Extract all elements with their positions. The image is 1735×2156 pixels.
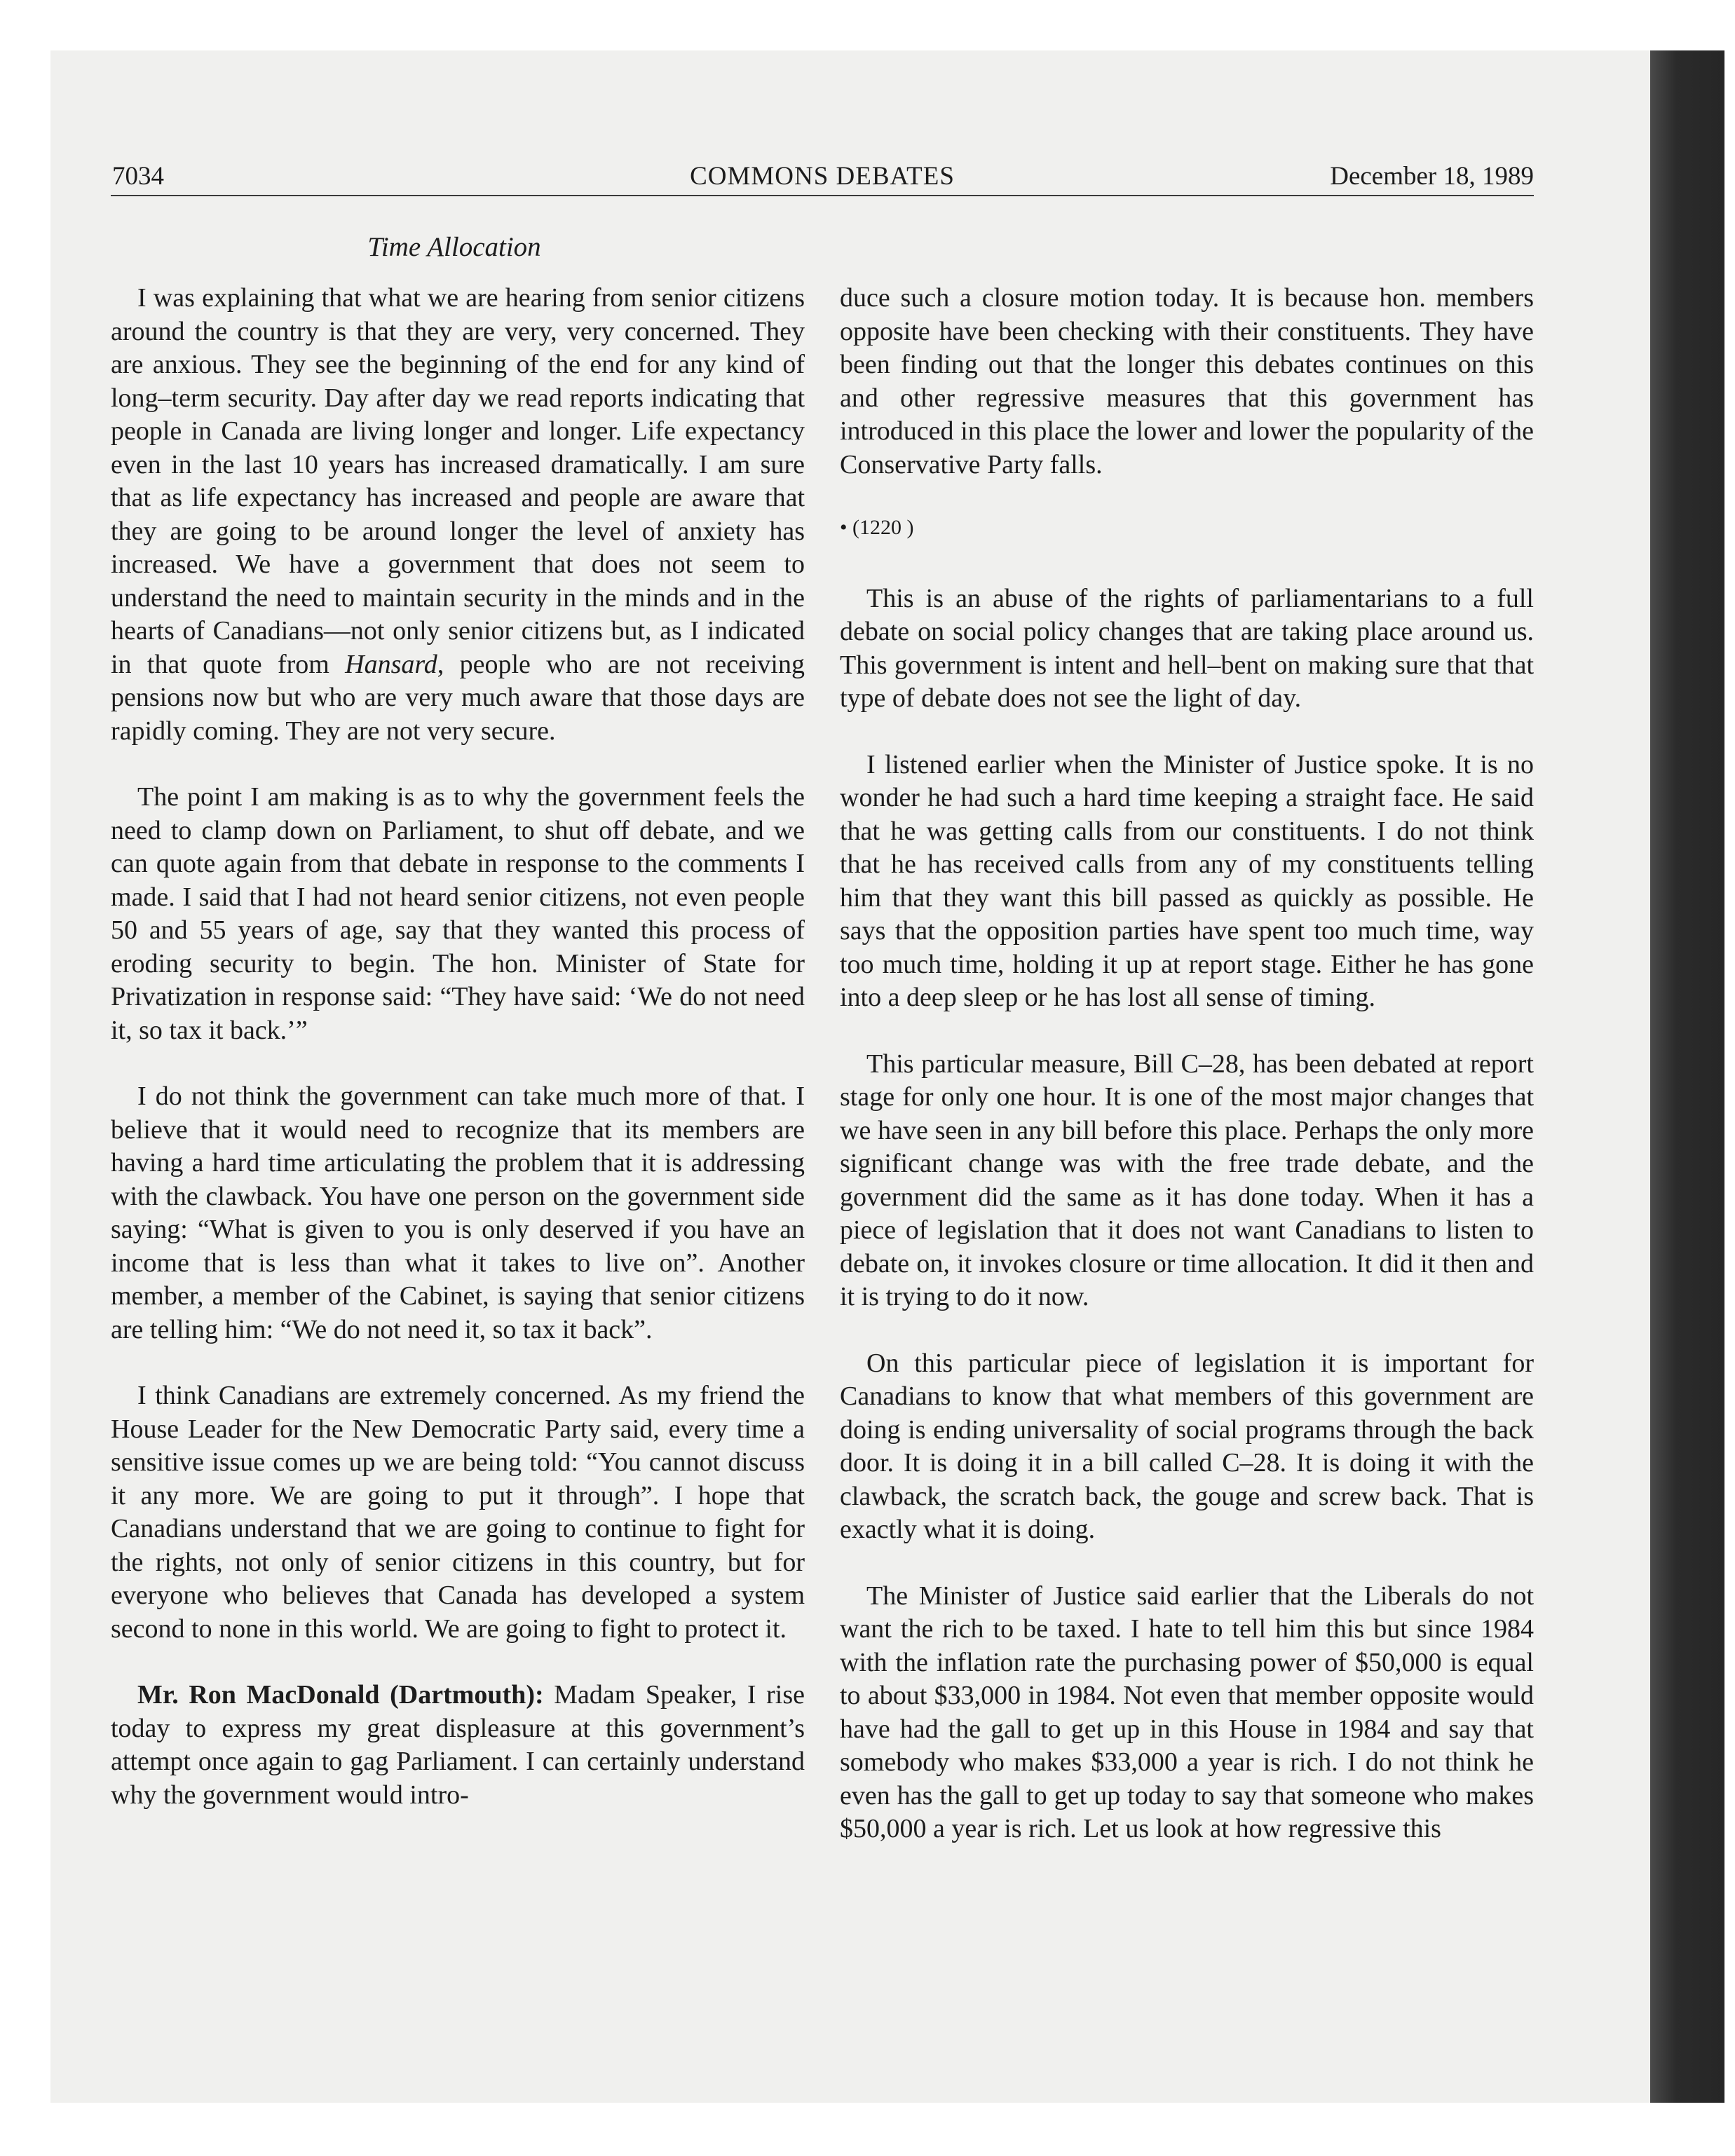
paragraph: I was explaining that what we are hearing from senior citizens around the country is that they are very, very concerned. They are anxious. They see the beginning of the end for any kind of long–term security. Day after day we read reports indicating that people in Canada are living longer and longer. Life expectancy even in the last 10 years has increased dramatically. I am sure that as life expectancy has increased and people are aware that they are going to be around longer the level of anxiety has increased. We have a government that does not seem to understand the need to maintain security in the minds and in the hearts of Canadians—not only senior citizens but, as I indicated in that quote from Hansard, people who are not receiving pensions now but who are very much aware that those days are rapidly coming. They are not very secure. xyxy=(111,283,805,746)
page-header xyxy=(111,156,1534,196)
italic-title: Hansard xyxy=(345,649,437,679)
paragraph: Mr. Ron MacDonald (Dartmouth): Madam Speaker, I rise today to express my great displeasure at this government’s attempt once again to gag Parliament. I can certainly understand why the government would intro- xyxy=(111,1680,805,1810)
paragraph-continued: duce such a closure motion today. It is because hon. members opposite have been checking with their constituents. They have been finding out that the longer this debates continues on this and other regressive measures that this government has introduced in this place the lower and lower the popularity of the Conservative Party falls. xyxy=(840,283,1534,479)
publication-date: December 18, 1989 xyxy=(1330,162,1534,191)
speaker-name: Mr. Ron MacDonald (Dartmouth): xyxy=(137,1680,544,1710)
paragraph: The point I am making is as to why the government feels the need to clamp down on Parliament, to shut off debate, and we can quote again from that debate in response to the comments I made. I said that I had not heard senior citizens, not even people 50 and 55 years of age, say that they wanted this process of eroding security to begin. The hon. Minister of State for Privatization in response said: “They have said: ‘We do not need it, so tax it back.’” xyxy=(111,782,805,1045)
paragraph: I do not think the government can take much more of that. I believe that it would need to recognize that its members are having a hard time articulating the problem that it is addressing with the clawback. You have one person on the government side saying: “What is given to you is only deserved if you have an income that is less than what it takes to live on”. Another member, a member of the Cabinet, is saying that senior citizens are telling him: “We do not need it, so tax it back”. xyxy=(111,1082,805,1344)
time-marker: • (1220 ) xyxy=(840,516,914,539)
left-column xyxy=(111,282,805,1812)
paragraph: I think Canadians are extremely concerned. As my friend the House Leader for the New Democratic Party said, every time a sensitive issue comes up we are being told: “You cannot discuss it any more. We are going to put it through”. I hope that Canadians understand that we are going to continue to fight for the rights, not only of senior citizens in this country, but for everyone who believes that Canada has developed a system second to none in this world. We are going to fight to protect it. xyxy=(111,1381,805,1644)
paragraph: On this particular piece of legislation it is important for Canadians to know that what members of this government are doing is ending universality of social programs through the back door. It is doing it in a bill called C–28. It is doing it with the clawback, the scratch back, the gouge and screw back. That is exactly what it is doing. xyxy=(840,1348,1534,1544)
publication-title: COMMONS DEBATES xyxy=(690,162,955,191)
right-column xyxy=(840,282,1534,1846)
section-title: Time Allocation xyxy=(367,232,541,262)
paragraph: The Minister of Justice said earlier that the Liberals do not want the rich to be taxed. I hate to tell him this but since 1984 with the inflation rate the purchasing power of $50,000 is equal to about $33,000 in 1984. Not even that member opposite would have had the gall to get up in this House in 1984 and say that somebody who makes $33,000 a year is rich. I do not think he even has the gall to get up today to say that someone who makes $50,000 a year is rich. Let us look at how regressive this xyxy=(840,1581,1534,1843)
page-number: 7034 xyxy=(112,162,164,191)
paragraph: This particular measure, Bill C–28, has been debated at report stage for only one hour. It is one of the most major changes that we have seen in any bill before this place. Perhaps the only more significant change was with the free trade debate, and the government did the same as it has done today. When it has a piece of legislation that it does not want Canadians to listen to debate on, it invokes closure or time allocation. It did it then and it is trying to do it now. xyxy=(840,1049,1534,1311)
binding-edge xyxy=(1650,50,1724,2103)
paragraph: This is an abuse of the rights of parliamentarians to a full debate on social policy changes that are taking place around us. This government is intent and hell–bent on making sure that that type of debate does not see the light of day. xyxy=(840,583,1534,713)
paragraph: I listened earlier when the Minister of Justice spoke. It is no wonder he had such a hard time keeping a straight face. He said that he was getting calls from our constituents. I do not think that he has received calls from any of my constituents telling him that they want this bill passed as quickly as possible. He says that the opposition parties have spent too much time, way too much time, holding it up at report stage. Either he has gone into a deep sleep or he has lost all sense of timing. xyxy=(840,749,1534,1012)
